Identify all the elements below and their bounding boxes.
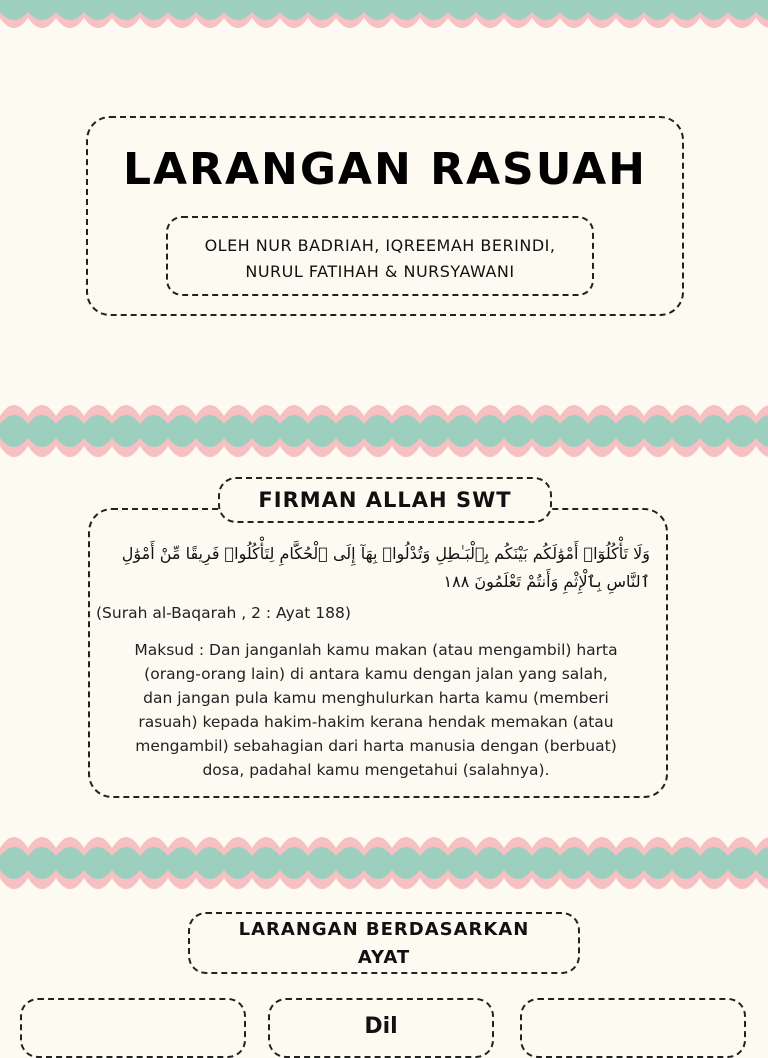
top-wave-border (0, 0, 768, 40)
middle-wave-divider (0, 394, 768, 468)
translation-line: Maksud : Dan janganlah kamu makan (atau mengambil) harta (134, 641, 618, 659)
lower-wave-divider (0, 826, 768, 900)
authors-text (168, 233, 592, 285)
bottom-card-2 (268, 998, 494, 1058)
verse-reference: (Surah al-Baqarah , 2 : Ayat 188) (96, 604, 351, 622)
authors-line-2: NURUL FATIHAH & NURSYAWANI (245, 262, 515, 281)
bottom-card-1 (20, 998, 246, 1058)
arabic-verse (120, 540, 650, 596)
larangan-heading (188, 912, 580, 974)
arabic-verse-line-1: وَلَا تَأْكُلُوٓا۟ أَمْوَٰلَكُم بَيْنَكُم بِٱلْبَـٰطِلِ وَتُدْلُوا۟ بِهَآ إِلَى ٱلْحُكَّامِ لِتَأْكُلُوا۟ فَرِيقًا مِّنْ أَمْوَٰلِ (121, 544, 650, 563)
larangan-heading-line-1: LARANGAN BERDASARKAN (238, 919, 530, 940)
page-title: LARANGAN RASUAH (122, 144, 648, 195)
authors-card (166, 216, 594, 296)
bottom-card-3 (520, 998, 746, 1058)
arabic-verse-line-2: ٱلنَّاسِ بِٱلْإِثْمِ وَأَنتُمْ تَعْلَمُونَ ١٨٨ (443, 572, 650, 591)
translation-line: (orang-orang lain) di antara kamu dengan jalan yang salah, (144, 665, 608, 683)
translation-line: mengambil) sebahagian dari harta manusia dengan (berbuat) (135, 737, 617, 755)
authors-line-1: OLEH NUR BADRIAH, IQREEMAH BERINDI, (204, 236, 556, 255)
translation-line: dan jangan pula kamu menghulurkan harta kamu (memberi (143, 689, 609, 707)
translation-line: rasuah) kepada hakim-hakim kerana hendak memakan (atau (138, 713, 614, 731)
firman-heading: FIRMAN ALLAH SWT (218, 477, 552, 523)
translation-line: dosa, padahal kamu mengetahui (salahnya). (202, 761, 550, 779)
bottom-card-2-text: Dil (364, 1014, 398, 1039)
verse-translation (106, 638, 646, 782)
larangan-heading-line-2: AYAT (357, 947, 411, 968)
